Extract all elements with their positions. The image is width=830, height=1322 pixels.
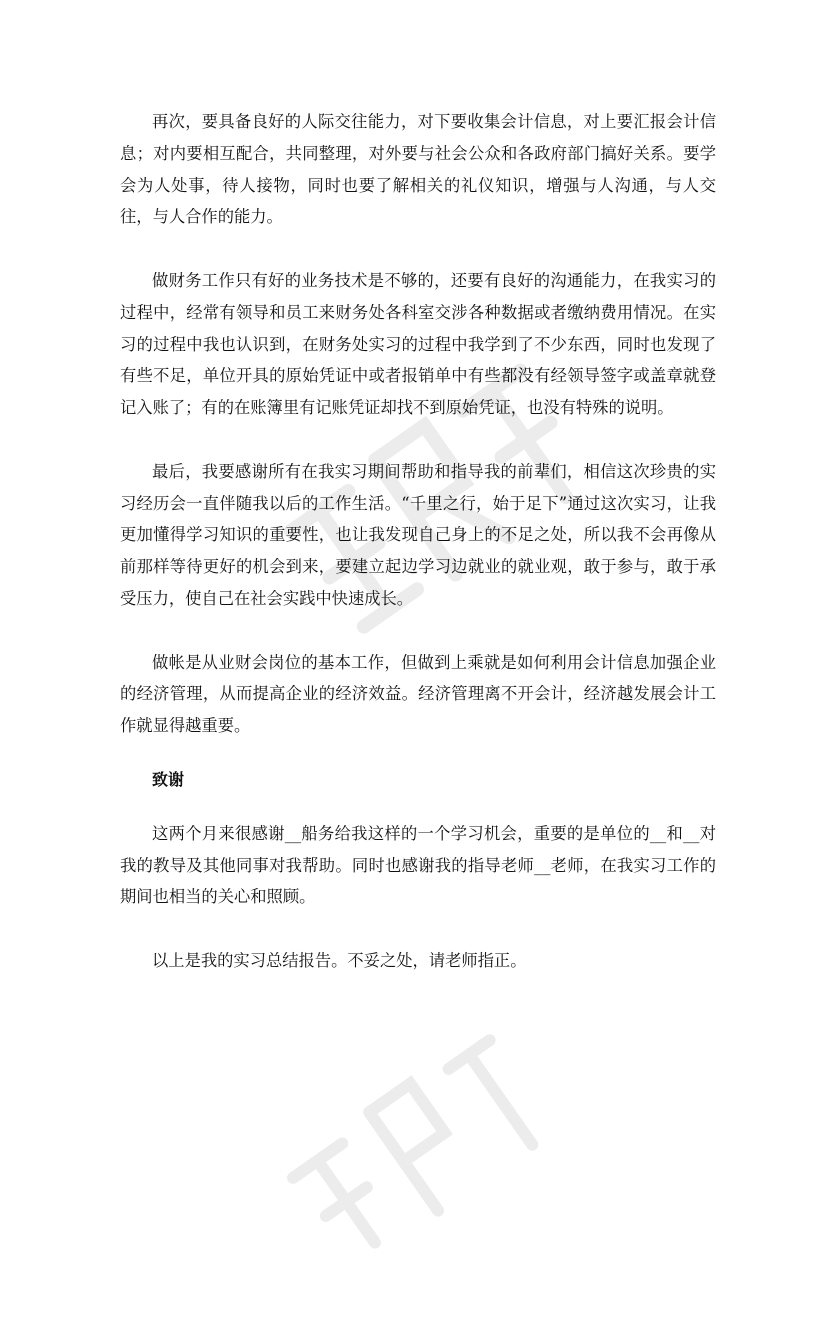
paragraph-gratitude: 最后，我要感谢所有在我实习期间帮助和指导我的前辈们，相信这次珍贵的实习经历会一直伴随我以后的工作生活。“千里之行，始于足下”通过这次实习，让我更加懂得学习知识的重要性，也让我发现自己身上的不足之处，所以我不会再像从前那样等待更好的机会到来，要建立起边学习边就业的就业观，敢于参与，敢于承受压力，使自己在社会实践中快速成长。 — [120, 461, 716, 608]
section-heading-acknowledgement: 致谢 — [152, 769, 185, 789]
paragraph-closing: 以上是我的实习总结报告。不妥之处，请老师指正。 — [152, 950, 527, 970]
paragraph-thanks: 这两个月来很感谢__船务给我这样的一个学习机会，重要的是单位的__和__对我的教导及其他同事对我帮助。同时也感谢我的指导老师__老师，在我实习工作的期间也相当的关心和照顾。 — [120, 823, 716, 907]
watermark-logo-bottom-icon — [240, 982, 600, 1318]
paragraph-communication: 做财务工作只有好的业务技术是不够的，还要有良好的沟通能力，在我实习的过程中，经常有领导和员工来财务处各科室交涉各种数据或者缴纳费用情况。在实习的过程中我也认识到，在财务处实习的过程中我学到了不少东西，同时也发现了有些不足，单位开具的原始凭证中或者报销单中有些都没有经领导签字或盖章就登记入账了；有的在账簿里有记账凭证却找不到原始凭证，也没有特殊的说明。 — [120, 270, 716, 418]
paragraph-bookkeeping: 做帐是从业财会岗位的基本工作，但做到上乘就是如何利用会计信息加强企业的经济管理，从而提高企业的经济效益。经济管理离不开会计，经济越发展会计工作就显得越重要。 — [120, 652, 716, 736]
document-body — [120, 106, 716, 977]
paragraph-interpersonal: 再次，要具备良好的人际交往能力，对下要收集会计信息，对上要汇报会计信息；对内要相互配合，共同整理，对外要与社会公众和各政府部门搞好关系。要学会为人处事，待人接物，同时也要了解相关的礼仪知识，增强与人沟通，与人交往，与人合作的能力。 — [120, 112, 716, 227]
